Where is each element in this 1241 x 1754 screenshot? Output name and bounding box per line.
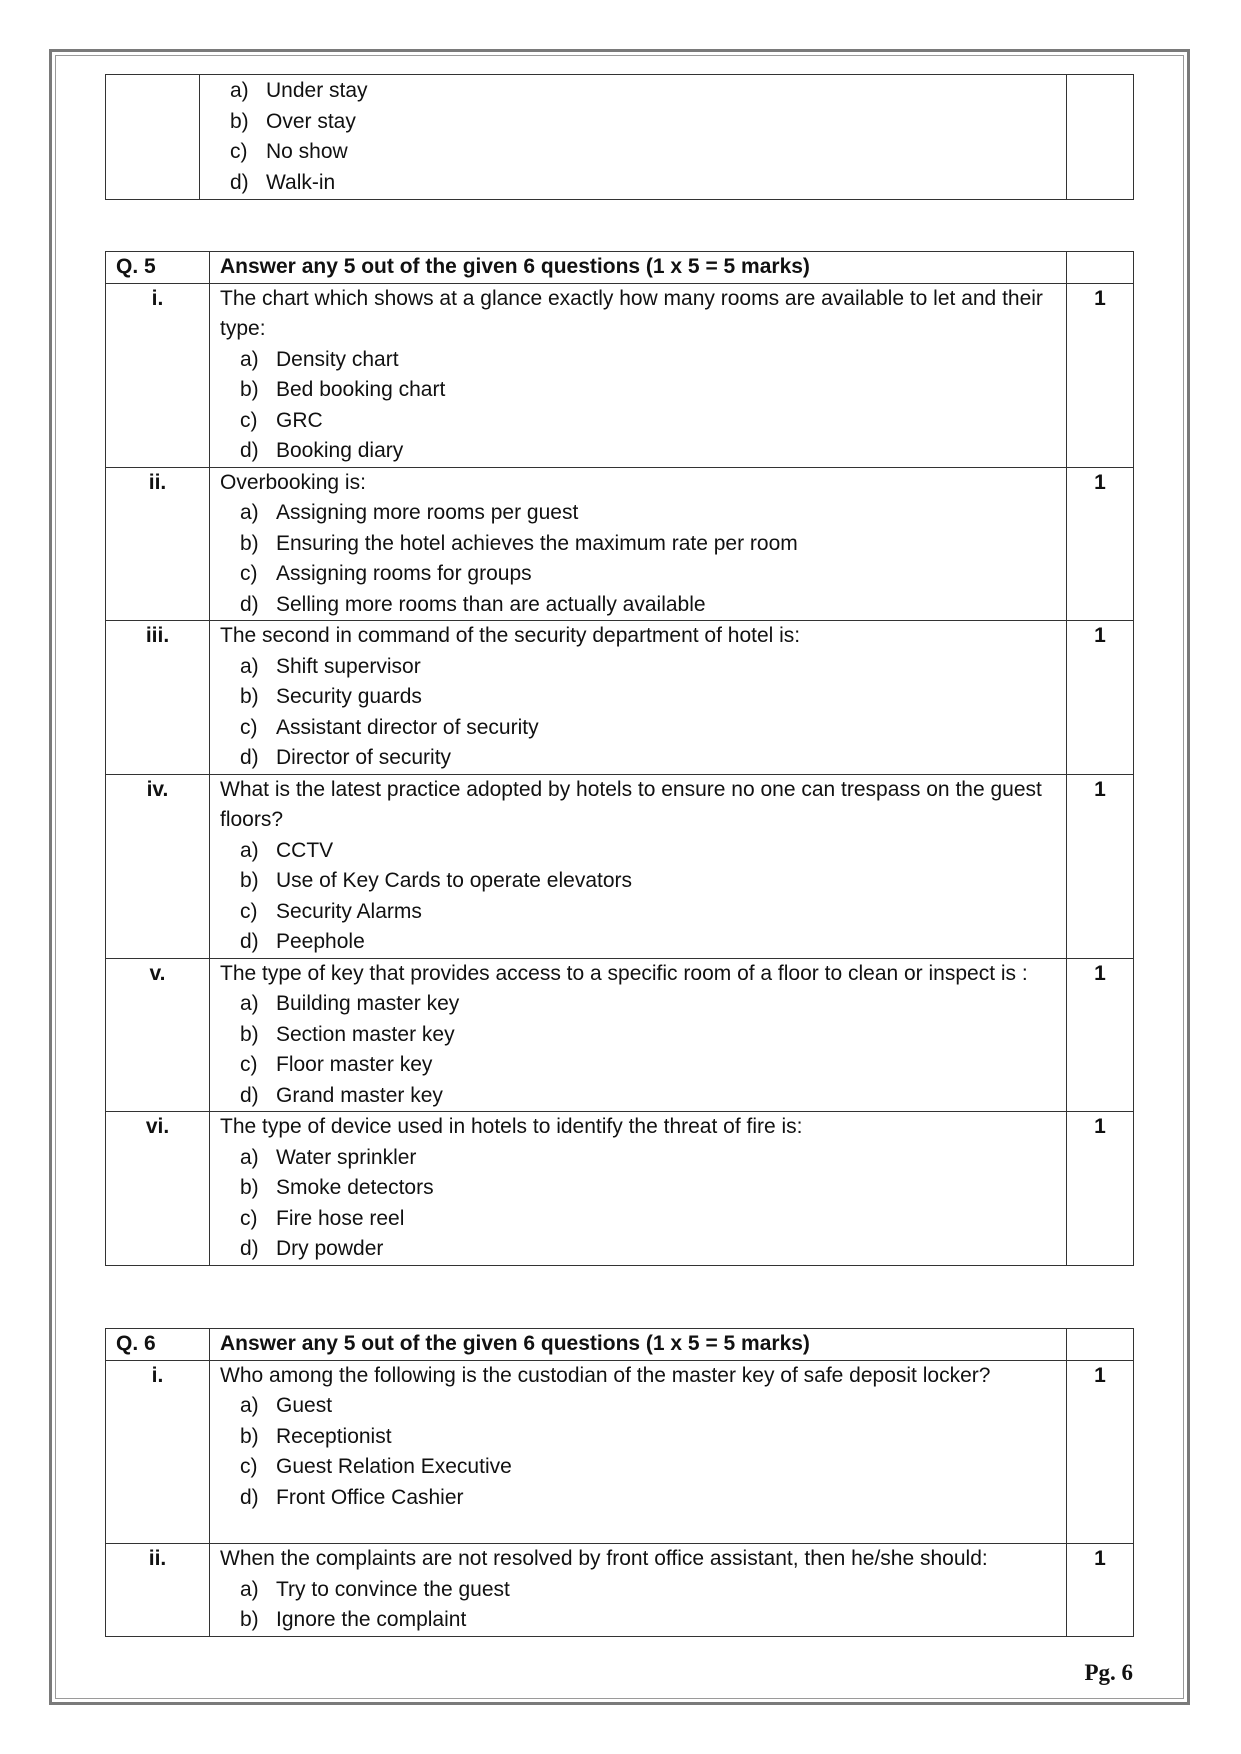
q5-heading: Answer any 5 out of the given 6 questions (1 x 5 = 5 marks) — [210, 252, 1067, 284]
q6-item-i — [106, 1360, 1134, 1544]
option: c) Fire hose reel — [240, 1206, 405, 1230]
option: b) Ignore the complaint — [240, 1608, 467, 1631]
option: d) Grand master key — [240, 1083, 443, 1107]
top-fragment-table — [105, 74, 1134, 200]
option: a) CCTV — [240, 838, 334, 862]
item-number: vi. — [106, 1112, 210, 1266]
option: a) Assigning more rooms per guest — [240, 501, 579, 524]
item-number: iv. — [106, 774, 210, 958]
q5-item-iv — [106, 774, 1134, 958]
page-number: Pg. 6 — [1084, 1660, 1133, 1685]
item-number: i. — [106, 1360, 210, 1544]
item-body — [210, 958, 1067, 1112]
top-fragment-row — [106, 75, 1134, 200]
option: d) Peephole — [240, 930, 365, 953]
question-stem: What is the latest practice adopted by hotels to ensure no one can trespass on the guest floors? — [220, 777, 1042, 831]
option: a) Try to convince the guest — [240, 1577, 510, 1601]
item-number: ii. — [106, 1544, 210, 1637]
item-marks: 1 — [1067, 958, 1134, 1112]
item-body — [210, 621, 1067, 775]
option: c) Assistant director of security — [240, 715, 539, 739]
item-body — [210, 1112, 1067, 1266]
option: a) Density chart — [240, 347, 399, 371]
item-marks: 1 — [1067, 1112, 1134, 1266]
item-body — [210, 774, 1067, 958]
option: c) Security Alarms — [240, 899, 422, 923]
option: d) Director of security — [240, 746, 452, 769]
item-marks: 1 — [1067, 774, 1134, 958]
q6-number: Q. 6 — [106, 1329, 210, 1361]
option: b) Use of Key Cards to operate elevators — [240, 869, 633, 892]
item-number: v. — [106, 958, 210, 1112]
item-body — [210, 467, 1067, 621]
q5-item-ii — [106, 467, 1134, 621]
item-marks: 1 — [1067, 283, 1134, 467]
q5-header-marks — [1067, 252, 1134, 284]
q5-item-vi — [106, 1112, 1134, 1266]
q6-item-ii — [106, 1544, 1134, 1637]
option: b) Bed booking chart — [240, 378, 446, 401]
q6-table — [105, 1328, 1134, 1637]
q6-header-marks — [1067, 1329, 1134, 1361]
item-body — [210, 283, 1067, 467]
option: b) Over stay — [230, 109, 356, 133]
item-number: i. — [106, 283, 210, 467]
option: b) Ensuring the hotel achieves the maximum rate per room — [240, 531, 798, 555]
q6-header-row — [106, 1329, 1134, 1361]
q5-item-i — [106, 283, 1134, 467]
option: a) Shift supervisor — [240, 654, 421, 678]
question-stem: The second in command of the security department of hotel is: — [220, 624, 801, 647]
option: d) Selling more rooms than are actually available — [240, 592, 706, 616]
option: c) No show — [230, 140, 348, 163]
q5-item-iii — [106, 621, 1134, 775]
q5-table — [105, 251, 1134, 1266]
item-marks: 1 — [1067, 621, 1134, 775]
top-fragment-marks-cell — [1067, 75, 1134, 200]
item-body — [210, 1360, 1067, 1544]
item-body — [210, 1544, 1067, 1637]
option: d) Walk-in — [230, 170, 336, 194]
option: b) Receptionist — [240, 1424, 392, 1448]
item-marks: 1 — [1067, 467, 1134, 621]
item-marks: 1 — [1067, 1360, 1134, 1544]
question-stem: The type of key that provides access to a specific room of a floor to clean or inspect is : — [220, 961, 1028, 985]
top-fragment-number-cell — [106, 75, 200, 200]
option: b) Smoke detectors — [240, 1176, 434, 1199]
question-stem: When the complaints are not resolved by front office assistant, then he/she should: — [220, 1547, 988, 1570]
option: b) Section master key — [240, 1022, 455, 1046]
option: a) Guest — [240, 1394, 333, 1417]
item-number: iii. — [106, 621, 210, 775]
option: b) Security guards — [240, 685, 422, 708]
item-marks: 1 — [1067, 1544, 1134, 1637]
question-stem: The type of device used in hotels to identify the threat of fire is: — [220, 1115, 803, 1138]
question-stem: The chart which shows at a glance exactly how many rooms are available to let and their type: — [220, 286, 1043, 340]
item-number: ii. — [106, 467, 210, 621]
question-stem: Overbooking is: — [220, 470, 366, 494]
q5-item-v — [106, 958, 1134, 1112]
option: d) Front Office Cashier — [240, 1485, 464, 1509]
top-fragment-body — [200, 75, 1067, 200]
option: c) GRC — [240, 408, 323, 432]
option: c) Assigning rooms for groups — [240, 562, 532, 585]
q5-header-row — [106, 252, 1134, 284]
option: c) Guest Relation Executive — [240, 1455, 512, 1478]
option: d) Booking diary — [240, 439, 404, 462]
option: a) Building master key — [240, 992, 460, 1015]
question-stem: Who among the following is the custodian of the master key of safe deposit locker? — [220, 1363, 991, 1387]
option: a) Water sprinkler — [240, 1145, 417, 1169]
option: d) Dry powder — [240, 1237, 384, 1260]
q6-heading: Answer any 5 out of the given 6 questions (1 x 5 = 5 marks) — [210, 1329, 1067, 1361]
option: a) Under stay — [230, 79, 368, 102]
q5-number: Q. 5 — [106, 252, 210, 284]
option: c) Floor master key — [240, 1053, 433, 1076]
